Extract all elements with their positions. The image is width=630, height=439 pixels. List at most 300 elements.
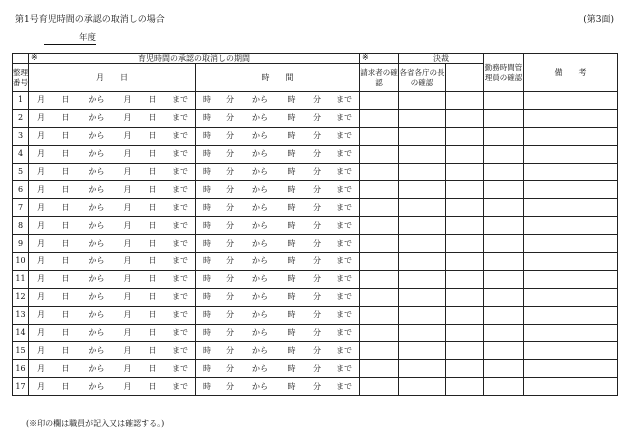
time-range-cell-unit: 分 (313, 131, 321, 141)
time-range-cell[interactable] (196, 145, 360, 163)
ministry-head-confirm-cell[interactable] (399, 163, 446, 181)
decision-cell[interactable] (446, 92, 484, 110)
date-range-cell-unit: から (88, 220, 105, 230)
requester-confirm-cell[interactable] (360, 92, 399, 110)
time-range-cell-unit: 分 (226, 131, 234, 141)
ministry-head-confirm-cell[interactable] (399, 378, 446, 396)
manager-confirm-cell[interactable] (484, 163, 524, 181)
remarks-cell[interactable] (524, 145, 618, 163)
mark-cancel-period: ※ (31, 53, 38, 62)
blank-corner-cell (13, 54, 29, 64)
time-range-cell-unit: から (252, 292, 268, 302)
time-range-cell-unit: まで (336, 202, 352, 212)
table-row (13, 342, 618, 360)
time-range-cell-unit: まで (336, 310, 352, 320)
time-range-cell-unit: 時 (287, 202, 296, 212)
date-range-cell-unit: 月 (123, 310, 132, 320)
manager-confirm-cell[interactable] (484, 217, 524, 235)
date-range-cell-unit: 月 (123, 345, 132, 355)
manager-confirm-cell[interactable] (484, 270, 524, 288)
time-range-cell-unit: から (252, 274, 268, 284)
date-range-cell-unit: から (88, 113, 105, 123)
row-number: 8 (13, 217, 29, 235)
date-range-cell-unit: 月 (123, 256, 132, 266)
cancel-period-label: 育児時間の承認の取消しの期間 (138, 53, 250, 63)
table-row (13, 378, 618, 396)
date-range-cell-unit: 日 (61, 149, 70, 159)
date-range-cell[interactable] (29, 342, 196, 360)
time-range-cell-unit: まで (336, 345, 352, 355)
remarks-cell[interactable] (524, 163, 618, 181)
remarks-header: 備 考 (524, 54, 618, 92)
time-range-cell-unit: から (252, 113, 268, 123)
time-range-cell-unit: まで (336, 113, 352, 123)
remarks-cell[interactable] (524, 217, 618, 235)
decision-cell[interactable] (446, 217, 484, 235)
mark-requester: ※ (362, 53, 369, 62)
requester-confirm-cell[interactable] (360, 270, 399, 288)
decision-cell[interactable] (446, 199, 484, 217)
decision-cell[interactable] (446, 127, 484, 145)
manager-confirm-cell[interactable] (484, 235, 524, 253)
date-range-cell-unit: 日 (148, 328, 157, 338)
remarks-cell[interactable] (524, 360, 618, 378)
date-range-cell-unit: 日 (61, 328, 70, 338)
time-range-cell-unit: 分 (226, 238, 234, 248)
date-range-cell-unit: 月 (123, 238, 132, 248)
table-row (13, 217, 618, 235)
time-range-cell-unit: 分 (226, 363, 234, 373)
date-range-cell-unit: 月 (123, 131, 132, 141)
date-range-cell-unit: 月 (123, 363, 132, 373)
date-range-cell[interactable] (29, 163, 196, 181)
time-range-cell-unit: から (252, 381, 268, 391)
time-range-cell-unit: 分 (226, 274, 234, 284)
remarks-cell[interactable] (524, 109, 618, 127)
requester-confirm-cell[interactable] (360, 288, 399, 306)
ministry-head-confirm-cell[interactable] (399, 288, 446, 306)
time-range-cell[interactable] (196, 253, 360, 271)
ministry-head-confirm-cell[interactable] (399, 127, 446, 145)
ministry-head-confirm-cell[interactable] (399, 324, 446, 342)
table-row (13, 163, 618, 181)
date-range-cell-unit: 日 (148, 310, 157, 320)
date-range-cell-unit: 日 (61, 131, 70, 141)
cancellation-table (12, 53, 618, 396)
time-range-cell-unit: 分 (313, 184, 321, 194)
remarks-cell[interactable] (524, 253, 618, 271)
row-number: 2 (13, 109, 29, 127)
remarks-cell[interactable] (524, 378, 618, 396)
date-range-cell-unit: まで (172, 328, 188, 338)
requester-mark-cell (360, 54, 399, 64)
requester-confirm-cell[interactable] (360, 199, 399, 217)
time-range-cell-unit: 時 (287, 310, 296, 320)
date-range-cell-unit: 日 (61, 310, 70, 320)
time-range-cell-unit: 時 (287, 131, 296, 141)
date-range-cell-unit: から (88, 238, 105, 248)
ministry-head-confirm-cell[interactable] (399, 253, 446, 271)
date-range-cell-unit: 日 (148, 292, 157, 302)
requester-confirm-cell[interactable] (360, 342, 399, 360)
date-range-cell[interactable] (29, 145, 196, 163)
requester-confirm-header: 請求者の確認 (360, 64, 399, 92)
ministry-head-confirm-cell[interactable] (399, 217, 446, 235)
decision-cell[interactable] (446, 253, 484, 271)
time-range-cell-unit: 時 (287, 363, 296, 373)
date-range-cell[interactable] (29, 324, 196, 342)
date-range-cell-unit: 月 (37, 256, 45, 266)
form-title: 第1号育児時間の承認の取消しの場合 (15, 15, 165, 25)
remarks-cell[interactable] (524, 235, 618, 253)
table-row (13, 145, 618, 163)
time-range-cell-unit: 分 (313, 167, 321, 176)
date-range-cell-unit: 月 (123, 220, 132, 230)
time-range-cell[interactable] (196, 306, 360, 324)
requester-confirm-cell[interactable] (360, 235, 399, 253)
time-range-cell-unit: 分 (313, 292, 321, 302)
table-row (13, 199, 618, 217)
decision-cell[interactable] (446, 378, 484, 396)
time-range-cell-unit: 時 (287, 256, 296, 266)
requester-confirm-cell[interactable] (360, 324, 399, 342)
time-range-cell-unit: 時 (203, 238, 211, 248)
requester-confirm-cell[interactable] (360, 253, 399, 271)
time-range-cell-unit: まで (336, 274, 352, 284)
manager-confirm-cell[interactable] (484, 360, 524, 378)
table-row (13, 253, 618, 271)
date-range-cell[interactable] (29, 306, 196, 324)
date-range-cell-unit: 月 (37, 113, 45, 123)
time-range-cell-unit: から (252, 256, 268, 266)
date-range-cell-unit: まで (172, 381, 188, 391)
time-range-cell-unit: まで (336, 292, 352, 302)
date-range-cell-unit: 日 (148, 238, 157, 248)
decision-blank-cell (446, 64, 484, 92)
manager-confirm-cell[interactable] (484, 199, 524, 217)
time-range-cell-unit: 時 (203, 328, 211, 338)
date-range-cell-unit: まで (172, 184, 188, 194)
decision-cell[interactable] (446, 163, 484, 181)
date-range-cell-unit: 月 (37, 274, 45, 284)
time-range-cell-unit: 分 (226, 113, 234, 123)
requester-confirm-cell[interactable] (360, 181, 399, 199)
time-range-cell-unit: まで (336, 131, 352, 141)
manager-confirm-cell[interactable] (484, 181, 524, 199)
date-range-cell-unit: から (88, 274, 105, 284)
decision-cell[interactable] (446, 145, 484, 163)
time-range-cell-unit: 分 (313, 149, 321, 159)
time-range-cell-unit: から (252, 167, 268, 176)
time-range-cell-unit: から (252, 328, 268, 338)
decision-cell[interactable] (446, 109, 484, 127)
table-row (13, 235, 618, 253)
time-range-cell-unit: まで (336, 220, 352, 230)
date-range-cell-unit: 日 (61, 184, 70, 194)
date-range-cell-unit: から (88, 95, 105, 105)
date-range-cell[interactable] (29, 127, 196, 145)
remarks-cell[interactable] (524, 306, 618, 324)
ministry-head-confirm-cell[interactable] (399, 145, 446, 163)
table-row (13, 181, 618, 199)
requester-confirm-cell[interactable] (360, 127, 399, 145)
time-range-cell-unit: 分 (226, 381, 234, 391)
time-range-cell-unit: 時 (287, 167, 296, 176)
time-range-cell[interactable] (196, 360, 360, 378)
table-row (13, 306, 618, 324)
date-range-cell-unit: 日 (148, 345, 157, 355)
date-range-cell-unit: まで (172, 363, 188, 373)
remarks-cell[interactable] (524, 127, 618, 145)
time-range-cell[interactable] (196, 235, 360, 253)
manager-confirm-cell[interactable] (484, 378, 524, 396)
time-range-cell[interactable] (196, 163, 360, 181)
time-range-cell-unit: 分 (313, 363, 321, 373)
date-header: 月 日 (29, 64, 196, 92)
date-range-cell-unit: から (88, 363, 105, 373)
date-range-cell[interactable] (29, 109, 196, 127)
requester-confirm-cell[interactable] (360, 217, 399, 235)
decision-cell[interactable] (446, 288, 484, 306)
date-range-cell-unit: 月 (37, 131, 45, 141)
manager-confirm-cell[interactable] (484, 109, 524, 127)
remarks-cell[interactable] (524, 199, 618, 217)
time-range-cell-unit: 分 (313, 113, 321, 123)
time-range-cell-unit: 分 (313, 381, 321, 391)
ministry-head-confirm-cell[interactable] (399, 342, 446, 360)
date-range-cell-unit: から (88, 131, 105, 141)
time-range-cell-unit: 時 (203, 345, 211, 355)
date-range-cell[interactable] (29, 360, 196, 378)
ministry-head-confirm-cell[interactable] (399, 109, 446, 127)
date-range-cell-unit: 月 (123, 167, 132, 176)
date-range-cell-unit: 日 (61, 256, 70, 266)
time-range-cell[interactable] (196, 109, 360, 127)
remarks-cell[interactable] (524, 342, 618, 360)
row-number: 12 (13, 288, 29, 306)
time-range-cell[interactable] (196, 92, 360, 110)
date-range-cell-unit: 月 (37, 292, 45, 302)
time-range-cell[interactable] (196, 199, 360, 217)
time-range-cell-unit: 時 (203, 310, 211, 320)
requester-confirm-cell[interactable] (360, 360, 399, 378)
time-range-cell-unit: から (252, 345, 268, 355)
date-range-cell-unit: まで (172, 238, 188, 248)
time-range-cell-unit: 時 (203, 202, 211, 212)
time-range-cell-unit: まで (336, 95, 352, 105)
manager-confirm-cell[interactable] (484, 306, 524, 324)
decision-cell[interactable] (446, 360, 484, 378)
date-range-cell-unit: 日 (148, 363, 157, 373)
date-range-cell-unit: まで (172, 113, 188, 123)
manager-confirm-cell[interactable] (484, 92, 524, 110)
date-range-cell[interactable] (29, 217, 196, 235)
time-range-cell[interactable] (196, 127, 360, 145)
decision-cell[interactable] (446, 306, 484, 324)
time-range-cell-unit: 分 (226, 292, 234, 302)
date-range-cell[interactable] (29, 253, 196, 271)
time-range-cell-unit: 時 (203, 95, 211, 105)
requester-confirm-cell[interactable] (360, 109, 399, 127)
manager-confirm-cell[interactable] (484, 324, 524, 342)
ministry-head-confirm-cell[interactable] (399, 270, 446, 288)
row-number: 7 (13, 199, 29, 217)
time-range-cell-unit: 時 (203, 167, 211, 176)
ministry-head-confirm-cell[interactable] (399, 199, 446, 217)
date-range-cell-unit: から (88, 256, 105, 266)
decision-cell[interactable] (446, 342, 484, 360)
time-range-cell-unit: 分 (313, 256, 321, 266)
requester-confirm-cell[interactable] (360, 378, 399, 396)
date-range-cell-unit: 月 (37, 202, 45, 212)
time-range-cell-unit: 分 (226, 184, 234, 194)
time-range-cell[interactable] (196, 181, 360, 199)
time-range-cell-unit: まで (336, 381, 352, 391)
remarks-cell[interactable] (524, 288, 618, 306)
date-range-cell-unit: まで (172, 256, 188, 266)
manager-confirm-cell[interactable] (484, 342, 524, 360)
time-range-cell-unit: 分 (226, 95, 234, 105)
date-range-cell-unit: から (88, 167, 105, 176)
requester-confirm-cell[interactable] (360, 163, 399, 181)
date-range-cell-unit: 月 (37, 167, 45, 176)
manager-confirm-cell[interactable] (484, 145, 524, 163)
ministry-head-confirm-cell[interactable] (399, 181, 446, 199)
row-number: 15 (13, 342, 29, 360)
date-range-cell[interactable] (29, 288, 196, 306)
time-range-cell-unit: まで (336, 149, 352, 159)
time-range-cell-unit: 時 (203, 184, 211, 194)
time-range-cell-unit: 分 (226, 256, 234, 266)
time-range-cell-unit: 分 (313, 202, 321, 212)
year-field[interactable] (44, 32, 96, 45)
date-range-cell-unit: 月 (37, 363, 45, 373)
date-range-cell-unit: 月 (123, 292, 132, 302)
ministry-head-confirm-cell[interactable] (399, 92, 446, 110)
date-range-cell[interactable] (29, 199, 196, 217)
decision-header: 決裁 (399, 54, 484, 64)
time-range-cell-unit: 時 (203, 131, 211, 141)
date-range-cell-unit: 月 (123, 95, 132, 105)
row-number: 16 (13, 360, 29, 378)
time-range-cell-unit: 分 (226, 167, 234, 176)
remarks-cell[interactable] (524, 270, 618, 288)
decision-cell[interactable] (446, 235, 484, 253)
date-range-cell-unit: 月 (37, 95, 45, 105)
time-range-cell-unit: 時 (287, 274, 296, 284)
manager-confirm-cell[interactable] (484, 253, 524, 271)
remarks-cell[interactable] (524, 92, 618, 110)
date-range-cell[interactable] (29, 235, 196, 253)
date-range-cell-unit: まで (172, 131, 188, 141)
table-row (13, 360, 618, 378)
remarks-cell[interactable] (524, 324, 618, 342)
date-range-cell-unit: 日 (148, 113, 157, 123)
requester-confirm-cell[interactable] (360, 145, 399, 163)
date-range-cell-unit: 月 (37, 220, 45, 230)
time-range-cell[interactable] (196, 342, 360, 360)
date-range-cell[interactable] (29, 378, 196, 396)
row-number: 13 (13, 306, 29, 324)
date-range-cell-unit: 日 (148, 167, 157, 176)
date-range-cell[interactable] (29, 92, 196, 110)
date-range-cell[interactable] (29, 270, 196, 288)
date-range-cell-unit: 日 (61, 274, 70, 284)
date-range-cell-unit: 月 (37, 310, 45, 320)
time-range-cell-unit: から (252, 95, 268, 105)
time-range-cell-unit: 分 (226, 220, 234, 230)
time-range-cell[interactable] (196, 217, 360, 235)
time-range-cell-unit: まで (336, 167, 352, 176)
date-range-cell-unit: まで (172, 220, 188, 230)
time-range-cell-unit: まで (336, 184, 352, 194)
date-range-cell-unit: 月 (37, 149, 45, 159)
date-range-cell-unit: 月 (123, 202, 132, 212)
time-range-cell-unit: 時 (203, 274, 211, 284)
time-range-cell-unit: 時 (287, 345, 296, 355)
date-range-cell[interactable] (29, 181, 196, 199)
time-range-cell-unit: 時 (287, 238, 296, 248)
ministry-head-confirm-header: 各省各庁の長の確認 (399, 64, 446, 92)
ministry-head-confirm-cell[interactable] (399, 306, 446, 324)
time-range-cell[interactable] (196, 324, 360, 342)
table-row (13, 127, 618, 145)
row-number: 9 (13, 235, 29, 253)
table-row (13, 92, 618, 110)
requester-confirm-cell[interactable] (360, 306, 399, 324)
date-range-cell-unit: 月 (37, 238, 45, 248)
time-range-cell-unit: 時 (287, 292, 296, 302)
date-range-cell-unit: 日 (61, 381, 70, 391)
time-range-cell-unit: 時 (287, 184, 296, 194)
date-range-cell-unit: まで (172, 149, 188, 159)
row-number: 14 (13, 324, 29, 342)
remarks-cell[interactable] (524, 181, 618, 199)
cancel-period-header (29, 54, 360, 64)
time-range-cell[interactable] (196, 378, 360, 396)
decision-cell[interactable] (446, 270, 484, 288)
ministry-head-confirm-cell[interactable] (399, 360, 446, 378)
row-number: 5 (13, 163, 29, 181)
manager-confirm-cell[interactable] (484, 288, 524, 306)
time-range-cell-unit: 時 (203, 363, 211, 373)
date-range-cell-unit: 日 (61, 95, 70, 105)
time-range-cell-unit: 分 (226, 345, 234, 355)
time-range-cell-unit: から (252, 131, 268, 141)
decision-cell[interactable] (446, 181, 484, 199)
time-range-cell-unit: から (252, 310, 268, 320)
time-range-cell-unit: 分 (313, 220, 321, 230)
date-range-cell-unit: まで (172, 167, 188, 176)
time-header: 時 間 (196, 64, 360, 92)
time-range-cell-unit: から (252, 363, 268, 373)
time-range-cell[interactable] (196, 270, 360, 288)
time-range-cell-unit: 時 (203, 220, 211, 230)
decision-cell[interactable] (446, 324, 484, 342)
ministry-head-confirm-cell[interactable] (399, 235, 446, 253)
time-range-cell[interactable] (196, 288, 360, 306)
date-range-cell-unit: 日 (148, 274, 157, 284)
time-range-cell-unit: 時 (287, 95, 296, 105)
time-range-cell-unit: 時 (287, 149, 296, 159)
date-range-cell-unit: から (88, 328, 105, 338)
time-range-cell-unit: 分 (226, 328, 234, 338)
date-range-cell-unit: 月 (123, 149, 132, 159)
manager-confirm-cell[interactable] (484, 127, 524, 145)
date-range-cell-unit: 日 (148, 381, 157, 391)
date-range-cell-unit: から (88, 381, 105, 391)
time-range-cell-unit: 時 (203, 113, 211, 123)
